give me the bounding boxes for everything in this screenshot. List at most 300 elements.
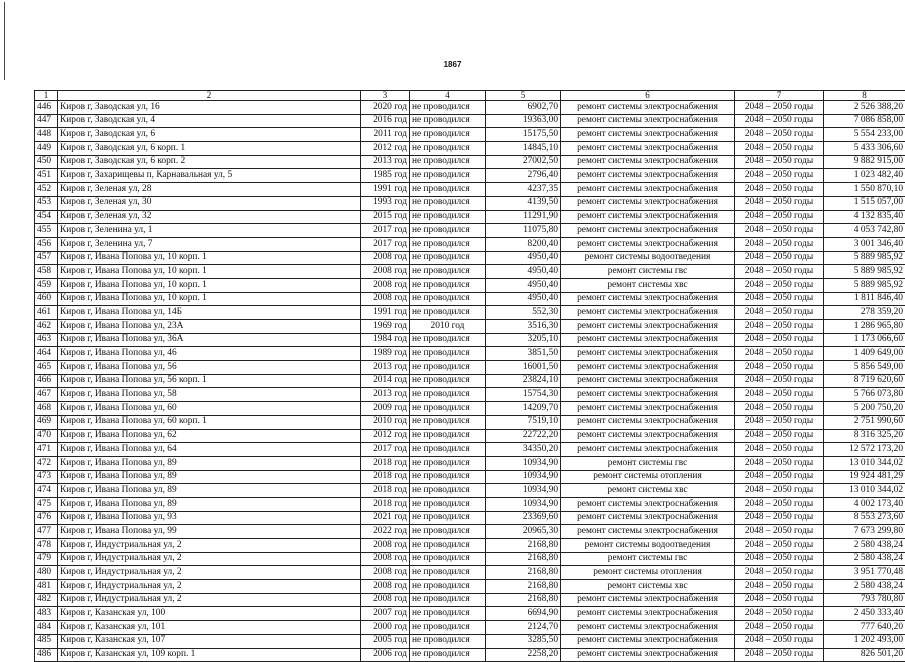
area-cell: 2796,40 bbox=[486, 169, 561, 183]
table-row bbox=[35, 183, 905, 197]
address-cell: Киров г, Ивана Попова ул, 23А bbox=[58, 320, 361, 334]
table-row bbox=[35, 511, 905, 525]
address-cell: Киров г, Ивана Попова ул, 10 корп. 1 bbox=[58, 251, 361, 265]
cost-cell: 4 002 173,40 bbox=[824, 497, 905, 511]
cost-cell: 1 409 649,00 bbox=[824, 347, 905, 361]
work-type-cell: ремонт системы электроснабжения bbox=[561, 210, 735, 224]
area-cell: 14209,70 bbox=[486, 402, 561, 416]
cost-cell: 2 580 438,24 bbox=[824, 539, 905, 553]
build-year-cell: 2012 год bbox=[361, 429, 410, 443]
work-type-cell: ремонт системы электроснабжения bbox=[561, 374, 735, 388]
table-row bbox=[35, 415, 905, 429]
row-number: 471 bbox=[35, 443, 58, 457]
period-cell: 2048 – 2050 годы bbox=[735, 320, 824, 334]
address-cell: Киров г, Ивана Попова ул, 60 корп. 1 bbox=[58, 415, 361, 429]
cost-cell: 1 202 493,00 bbox=[824, 634, 905, 648]
table-row bbox=[35, 142, 905, 156]
last-repair-cell: не проводился bbox=[410, 429, 486, 443]
area-cell: 2168,80 bbox=[486, 593, 561, 607]
work-type-cell: ремонт системы электроснабжения bbox=[561, 634, 735, 648]
period-cell: 2048 – 2050 годы bbox=[735, 566, 824, 580]
last-repair-cell: не проводился bbox=[410, 114, 486, 128]
build-year-cell: 2000 год bbox=[361, 621, 410, 635]
period-cell: 2048 – 2050 годы bbox=[735, 388, 824, 402]
table-row bbox=[35, 456, 905, 470]
address-cell: Киров г, Ивана Попова ул, 56 bbox=[58, 361, 361, 375]
row-number: 460 bbox=[35, 292, 58, 306]
cost-cell: 793 780,80 bbox=[824, 593, 905, 607]
period-cell: 2048 – 2050 годы bbox=[735, 265, 824, 279]
last-repair-cell: не проводился bbox=[410, 388, 486, 402]
build-year-cell: 2005 год bbox=[361, 634, 410, 648]
build-year-cell: 1989 год bbox=[361, 347, 410, 361]
period-cell: 2048 – 2050 годы bbox=[735, 251, 824, 265]
build-year-cell: 2010 год bbox=[361, 415, 410, 429]
cost-cell: 5 856 549,00 bbox=[824, 361, 905, 375]
work-type-cell: ремонт системы электроснабжения bbox=[561, 511, 735, 525]
last-repair-cell: не проводился bbox=[410, 497, 486, 511]
row-number: 454 bbox=[35, 210, 58, 224]
last-repair-cell: не проводился bbox=[410, 237, 486, 251]
cost-cell: 9 882 915,00 bbox=[824, 155, 905, 169]
table-body bbox=[35, 101, 905, 662]
area-cell: 10934,90 bbox=[486, 470, 561, 484]
period-cell: 2048 – 2050 годы bbox=[735, 456, 824, 470]
area-cell: 4950,40 bbox=[486, 278, 561, 292]
cost-cell: 8 553 273,60 bbox=[824, 511, 905, 525]
area-cell: 3205,10 bbox=[486, 333, 561, 347]
row-number: 467 bbox=[35, 388, 58, 402]
address-cell: Киров г, Ивана Попова ул, 89 bbox=[58, 470, 361, 484]
area-cell: 19363,00 bbox=[486, 114, 561, 128]
address-cell: Киров г, Казанская ул, 100 bbox=[58, 607, 361, 621]
work-type-cell: ремонт системы электроснабжения bbox=[561, 196, 735, 210]
last-repair-cell: не проводился bbox=[410, 128, 486, 142]
address-cell: Киров г, Ивана Попова ул, 64 bbox=[58, 443, 361, 457]
cost-cell: 1 286 965,80 bbox=[824, 320, 905, 334]
work-type-cell: ремонт системы электроснабжения bbox=[561, 497, 735, 511]
last-repair-cell: не проводился bbox=[410, 265, 486, 279]
cost-cell: 2 751 990,60 bbox=[824, 415, 905, 429]
column-header: 6 bbox=[561, 91, 735, 101]
row-number: 472 bbox=[35, 456, 58, 470]
table-row bbox=[35, 566, 905, 580]
column-header: 8 bbox=[824, 91, 905, 101]
cost-cell: 12 572 173,20 bbox=[824, 443, 905, 457]
build-year-cell: 2008 год bbox=[361, 552, 410, 566]
last-repair-cell: не проводился bbox=[410, 210, 486, 224]
last-repair-cell: 2010 год bbox=[410, 320, 486, 334]
row-number: 485 bbox=[35, 634, 58, 648]
period-cell: 2048 – 2050 годы bbox=[735, 511, 824, 525]
work-type-cell: ремонт системы электроснабжения bbox=[561, 443, 735, 457]
period-cell: 2048 – 2050 годы bbox=[735, 497, 824, 511]
address-cell: Киров г, Заводская ул, 6 bbox=[58, 128, 361, 142]
cost-cell: 826 501,20 bbox=[824, 648, 905, 662]
period-cell: 2048 – 2050 годы bbox=[735, 169, 824, 183]
build-year-cell: 2008 год bbox=[361, 251, 410, 265]
work-type-cell: ремонт системы электроснабжения bbox=[561, 402, 735, 416]
row-number: 470 bbox=[35, 429, 58, 443]
row-number: 484 bbox=[35, 621, 58, 635]
row-number: 456 bbox=[35, 237, 58, 251]
period-cell: 2048 – 2050 годы bbox=[735, 415, 824, 429]
period-cell: 2048 – 2050 годы bbox=[735, 333, 824, 347]
area-cell: 20965,30 bbox=[486, 525, 561, 539]
build-year-cell: 2008 год bbox=[361, 278, 410, 292]
area-cell: 4950,40 bbox=[486, 292, 561, 306]
period-cell: 2048 – 2050 годы bbox=[735, 443, 824, 457]
row-number: 480 bbox=[35, 566, 58, 580]
address-cell: Киров г, Ивана Попова ул, 93 bbox=[58, 511, 361, 525]
period-cell: 2048 – 2050 годы bbox=[735, 183, 824, 197]
cost-cell: 1 550 870,10 bbox=[824, 183, 905, 197]
last-repair-cell: не проводился bbox=[410, 169, 486, 183]
address-cell: Киров г, Казанская ул, 107 bbox=[58, 634, 361, 648]
row-number: 452 bbox=[35, 183, 58, 197]
address-cell: Киров г, Ивана Попова ул, 36А bbox=[58, 333, 361, 347]
area-cell: 4950,40 bbox=[486, 265, 561, 279]
build-year-cell: 2014 год bbox=[361, 374, 410, 388]
period-cell: 2048 – 2050 годы bbox=[735, 484, 824, 498]
last-repair-cell: не проводился bbox=[410, 607, 486, 621]
build-year-cell: 2018 год bbox=[361, 456, 410, 470]
table-row bbox=[35, 497, 905, 511]
table-row bbox=[35, 402, 905, 416]
last-repair-cell: не проводился bbox=[410, 402, 486, 416]
address-cell: Киров г, Ивана Попова ул, 46 bbox=[58, 347, 361, 361]
work-type-cell: ремонт системы водоотведения bbox=[561, 539, 735, 553]
period-cell: 2048 – 2050 годы bbox=[735, 155, 824, 169]
table-row bbox=[35, 251, 905, 265]
table-row bbox=[35, 292, 905, 306]
period-cell: 2048 – 2050 годы bbox=[735, 237, 824, 251]
build-year-cell: 2013 год bbox=[361, 388, 410, 402]
work-type-cell: ремонт системы электроснабжения bbox=[561, 347, 735, 361]
cost-cell: 19 924 481,29 bbox=[824, 470, 905, 484]
address-cell: Киров г, Ивана Попова ул, 62 bbox=[58, 429, 361, 443]
area-cell: 3516,30 bbox=[486, 320, 561, 334]
period-cell: 2048 – 2050 годы bbox=[735, 402, 824, 416]
table-row bbox=[35, 552, 905, 566]
row-number: 463 bbox=[35, 333, 58, 347]
last-repair-cell: не проводился bbox=[410, 511, 486, 525]
area-cell: 2168,80 bbox=[486, 580, 561, 594]
address-cell: Киров г, Ивана Попова ул, 10 корп. 1 bbox=[58, 278, 361, 292]
row-number: 475 bbox=[35, 497, 58, 511]
build-year-cell: 2017 год bbox=[361, 237, 410, 251]
address-cell: Киров г, Ивана Попова ул, 14Б bbox=[58, 306, 361, 320]
cost-cell: 5 766 073,80 bbox=[824, 388, 905, 402]
build-year-cell: 2007 год bbox=[361, 607, 410, 621]
build-year-cell: 2017 год bbox=[361, 443, 410, 457]
last-repair-cell: не проводился bbox=[410, 621, 486, 635]
area-cell: 15754,30 bbox=[486, 388, 561, 402]
last-repair-cell: не проводился bbox=[410, 539, 486, 553]
table-row bbox=[35, 347, 905, 361]
row-number: 469 bbox=[35, 415, 58, 429]
period-cell: 2048 – 2050 годы bbox=[735, 128, 824, 142]
row-number: 458 bbox=[35, 265, 58, 279]
period-cell: 2048 – 2050 годы bbox=[735, 292, 824, 306]
period-cell: 2048 – 2050 годы bbox=[735, 278, 824, 292]
address-cell: Киров г, Ивана Попова ул, 58 bbox=[58, 388, 361, 402]
row-number: 446 bbox=[35, 101, 58, 115]
area-cell: 2168,80 bbox=[486, 566, 561, 580]
table-row bbox=[35, 320, 905, 334]
cost-cell: 8 719 620,60 bbox=[824, 374, 905, 388]
last-repair-cell: не проводился bbox=[410, 470, 486, 484]
row-number: 464 bbox=[35, 347, 58, 361]
row-number: 465 bbox=[35, 361, 58, 375]
table-row bbox=[35, 388, 905, 402]
area-cell: 7519,10 bbox=[486, 415, 561, 429]
row-number: 449 bbox=[35, 142, 58, 156]
last-repair-cell: не проводился bbox=[410, 566, 486, 580]
row-number: 479 bbox=[35, 552, 58, 566]
work-type-cell: ремонт системы электроснабжения bbox=[561, 429, 735, 443]
address-cell: Киров г, Ивана Попова ул, 89 bbox=[58, 497, 361, 511]
last-repair-cell: не проводился bbox=[410, 484, 486, 498]
work-type-cell: ремонт системы электроснабжения bbox=[561, 114, 735, 128]
row-number: 477 bbox=[35, 525, 58, 539]
cost-cell: 2 450 333,40 bbox=[824, 607, 905, 621]
period-cell: 2048 – 2050 годы bbox=[735, 580, 824, 594]
cost-cell: 1 515 057,00 bbox=[824, 196, 905, 210]
column-header: 5 bbox=[486, 91, 561, 101]
last-repair-cell: не проводился bbox=[410, 456, 486, 470]
period-cell: 2048 – 2050 годы bbox=[735, 539, 824, 553]
area-cell: 14845,10 bbox=[486, 142, 561, 156]
area-cell: 6902,70 bbox=[486, 101, 561, 115]
cost-cell: 7 673 299,80 bbox=[824, 525, 905, 539]
table-row bbox=[35, 169, 905, 183]
period-cell: 2048 – 2050 годы bbox=[735, 306, 824, 320]
build-year-cell: 2008 год bbox=[361, 292, 410, 306]
address-cell: Киров г, Ивана Попова ул, 89 bbox=[58, 484, 361, 498]
area-cell: 23369,60 bbox=[486, 511, 561, 525]
build-year-cell: 1991 год bbox=[361, 183, 410, 197]
row-number: 486 bbox=[35, 648, 58, 662]
table-row bbox=[35, 539, 905, 553]
work-type-cell: ремонт системы водоотведения bbox=[561, 251, 735, 265]
address-cell: Киров г, Заводская ул, 4 bbox=[58, 114, 361, 128]
column-header: 3 bbox=[361, 91, 410, 101]
row-number: 450 bbox=[35, 155, 58, 169]
period-cell: 2048 – 2050 годы bbox=[735, 634, 824, 648]
build-year-cell: 2020 год bbox=[361, 101, 410, 115]
cost-cell: 5 554 233,00 bbox=[824, 128, 905, 142]
address-cell: Киров г, Ивана Попова ул, 10 корп. 1 bbox=[58, 265, 361, 279]
area-cell: 22722,20 bbox=[486, 429, 561, 443]
area-cell: 27002,50 bbox=[486, 155, 561, 169]
work-type-cell: ремонт системы электроснабжения bbox=[561, 621, 735, 635]
address-cell: Киров г, Ивана Попова ул, 56 корп. 1 bbox=[58, 374, 361, 388]
cost-cell: 777 640,20 bbox=[824, 621, 905, 635]
address-cell: Киров г, Зеленина ул, 7 bbox=[58, 237, 361, 251]
table-row bbox=[35, 361, 905, 375]
build-year-cell: 2015 год bbox=[361, 210, 410, 224]
last-repair-cell: не проводился bbox=[410, 443, 486, 457]
table-row bbox=[35, 210, 905, 224]
work-type-cell: ремонт системы электроснабжения bbox=[561, 224, 735, 238]
build-year-cell: 1991 год bbox=[361, 306, 410, 320]
build-year-cell: 2013 год bbox=[361, 361, 410, 375]
last-repair-cell: не проводился bbox=[410, 374, 486, 388]
last-repair-cell: не проводился bbox=[410, 648, 486, 662]
area-cell: 10934,90 bbox=[486, 484, 561, 498]
cost-cell: 5 200 750,20 bbox=[824, 402, 905, 416]
area-cell: 2168,80 bbox=[486, 552, 561, 566]
build-year-cell: 2018 год bbox=[361, 484, 410, 498]
address-cell: Киров г, Ивана Попова ул, 99 bbox=[58, 525, 361, 539]
area-cell: 10934,90 bbox=[486, 456, 561, 470]
period-cell: 2048 – 2050 годы bbox=[735, 552, 824, 566]
address-cell: Киров г, Захарищевы п, Карнавальная ул, 5 bbox=[58, 169, 361, 183]
repair-register-table bbox=[34, 90, 905, 662]
build-year-cell: 1993 год bbox=[361, 196, 410, 210]
table-row bbox=[35, 114, 905, 128]
table-row bbox=[35, 333, 905, 347]
last-repair-cell: не проводился bbox=[410, 552, 486, 566]
last-repair-cell: не проводился bbox=[410, 196, 486, 210]
cost-cell: 1 023 482,40 bbox=[824, 169, 905, 183]
period-cell: 2048 – 2050 годы bbox=[735, 361, 824, 375]
area-cell: 16001,50 bbox=[486, 361, 561, 375]
work-type-cell: ремонт системы электроснабжения bbox=[561, 142, 735, 156]
period-cell: 2048 – 2050 годы bbox=[735, 101, 824, 115]
work-type-cell: ремонт системы электроснабжения bbox=[561, 333, 735, 347]
cost-cell: 4 132 835,40 bbox=[824, 210, 905, 224]
build-year-cell: 2012 год bbox=[361, 142, 410, 156]
period-cell: 2048 – 2050 годы bbox=[735, 470, 824, 484]
cost-cell: 2 526 388,20 bbox=[824, 101, 905, 115]
work-type-cell: ремонт системы электроснабжения bbox=[561, 128, 735, 142]
table-row bbox=[35, 101, 905, 115]
work-type-cell: ремонт системы электроснабжения bbox=[561, 388, 735, 402]
cost-cell: 1 811 846,40 bbox=[824, 292, 905, 306]
area-cell: 3285,50 bbox=[486, 634, 561, 648]
area-cell: 2168,80 bbox=[486, 539, 561, 553]
last-repair-cell: не проводился bbox=[410, 333, 486, 347]
period-cell: 2048 – 2050 годы bbox=[735, 347, 824, 361]
address-cell: Киров г, Заводская ул, 6 корп. 2 bbox=[58, 155, 361, 169]
address-cell: Киров г, Зеленая ул, 32 bbox=[58, 210, 361, 224]
last-repair-cell: не проводился bbox=[410, 155, 486, 169]
last-repair-cell: не проводился bbox=[410, 306, 486, 320]
cost-cell: 13 010 344,02 bbox=[824, 484, 905, 498]
row-number: 481 bbox=[35, 580, 58, 594]
cost-cell: 5 889 985,92 bbox=[824, 265, 905, 279]
work-type-cell: ремонт системы электроснабжения bbox=[561, 648, 735, 662]
address-cell: Киров г, Ивана Попова ул, 60 bbox=[58, 402, 361, 416]
build-year-cell: 2017 год bbox=[361, 224, 410, 238]
area-cell: 4139,50 bbox=[486, 196, 561, 210]
table-row bbox=[35, 484, 905, 498]
table-row bbox=[35, 580, 905, 594]
build-year-cell: 2018 год bbox=[361, 497, 410, 511]
period-cell: 2048 – 2050 годы bbox=[735, 374, 824, 388]
work-type-cell: ремонт системы электроснабжения bbox=[561, 361, 735, 375]
area-cell: 10934,90 bbox=[486, 497, 561, 511]
period-cell: 2048 – 2050 годы bbox=[735, 429, 824, 443]
table-row bbox=[35, 278, 905, 292]
period-cell: 2048 – 2050 годы bbox=[735, 621, 824, 635]
last-repair-cell: не проводился bbox=[410, 292, 486, 306]
row-number: 468 bbox=[35, 402, 58, 416]
row-number: 451 bbox=[35, 169, 58, 183]
work-type-cell: ремонт системы электроснабжения bbox=[561, 525, 735, 539]
cost-cell: 5 433 306,60 bbox=[824, 142, 905, 156]
cost-cell: 1 173 066,60 bbox=[824, 333, 905, 347]
address-cell: Киров г, Зеленина ул, 1 bbox=[58, 224, 361, 238]
build-year-cell: 2022 год bbox=[361, 525, 410, 539]
area-cell: 2258,20 bbox=[486, 648, 561, 662]
row-number: 457 bbox=[35, 251, 58, 265]
work-type-cell: ремонт системы электроснабжения bbox=[561, 415, 735, 429]
area-cell: 3851,50 bbox=[486, 347, 561, 361]
work-type-cell: ремонт системы электроснабжения bbox=[561, 320, 735, 334]
build-year-cell: 2008 год bbox=[361, 593, 410, 607]
table-row bbox=[35, 237, 905, 251]
table-row bbox=[35, 634, 905, 648]
row-number: 466 bbox=[35, 374, 58, 388]
work-type-cell: ремонт системы электроснабжения bbox=[561, 183, 735, 197]
build-year-cell: 2021 год bbox=[361, 511, 410, 525]
work-type-cell: ремонт системы электроснабжения bbox=[561, 306, 735, 320]
area-cell: 15175,50 bbox=[486, 128, 561, 142]
row-number: 448 bbox=[35, 128, 58, 142]
area-cell: 11291,90 bbox=[486, 210, 561, 224]
last-repair-cell: не проводился bbox=[410, 251, 486, 265]
address-cell: Киров г, Индустриальная ул, 2 bbox=[58, 593, 361, 607]
last-repair-cell: не проводился bbox=[410, 361, 486, 375]
work-type-cell: ремонт системы электроснабжения bbox=[561, 607, 735, 621]
period-cell: 2048 – 2050 годы bbox=[735, 224, 824, 238]
row-number: 461 bbox=[35, 306, 58, 320]
row-number: 483 bbox=[35, 607, 58, 621]
table-row bbox=[35, 470, 905, 484]
area-cell: 552,30 bbox=[486, 306, 561, 320]
work-type-cell: ремонт системы гвс bbox=[561, 552, 735, 566]
period-cell: 2048 – 2050 годы bbox=[735, 648, 824, 662]
column-header: 1 bbox=[35, 91, 58, 101]
build-year-cell: 2008 год bbox=[361, 265, 410, 279]
table-row bbox=[35, 374, 905, 388]
page-number: 1867 bbox=[0, 60, 905, 69]
area-cell: 4950,40 bbox=[486, 251, 561, 265]
cost-cell: 13 010 344,02 bbox=[824, 456, 905, 470]
last-repair-cell: не проводился bbox=[410, 142, 486, 156]
table-row bbox=[35, 306, 905, 320]
build-year-cell: 2006 год bbox=[361, 648, 410, 662]
work-type-cell: ремонт системы гвс bbox=[561, 456, 735, 470]
work-type-cell: ремонт системы электроснабжения bbox=[561, 593, 735, 607]
work-type-cell: ремонт системы электроснабжения bbox=[561, 101, 735, 115]
cost-cell: 5 889 985,92 bbox=[824, 278, 905, 292]
table-row bbox=[35, 593, 905, 607]
build-year-cell: 2008 год bbox=[361, 566, 410, 580]
build-year-cell: 2009 год bbox=[361, 402, 410, 416]
last-repair-cell: не проводился bbox=[410, 101, 486, 115]
last-repair-cell: не проводился bbox=[410, 580, 486, 594]
area-cell: 23824,10 bbox=[486, 374, 561, 388]
cost-cell: 2 580 438,24 bbox=[824, 552, 905, 566]
table-row bbox=[35, 429, 905, 443]
table-row bbox=[35, 155, 905, 169]
period-cell: 2048 – 2050 годы bbox=[735, 593, 824, 607]
table-row bbox=[35, 128, 905, 142]
